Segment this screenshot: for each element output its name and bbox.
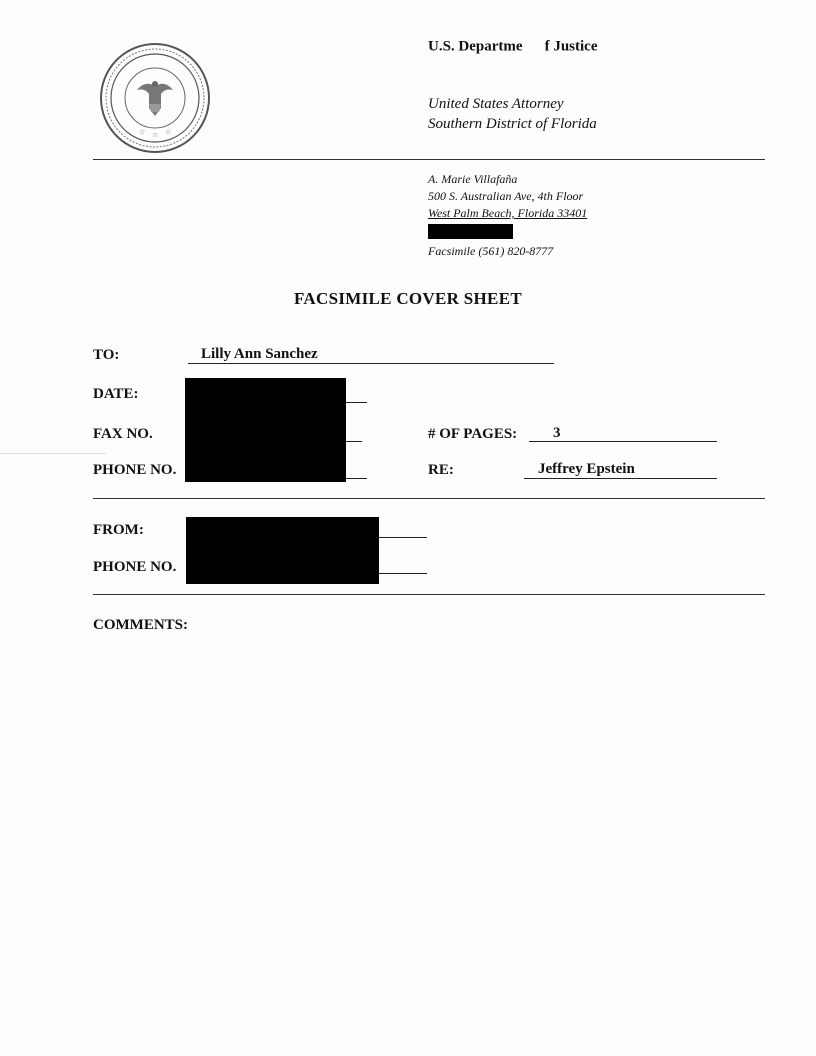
re-value: Jeffrey Epstein [538, 461, 635, 477]
svg-text:☆: ☆ [152, 131, 159, 139]
to-underline [188, 363, 554, 364]
from-phone-underline [379, 573, 427, 574]
office-line2: Southern District of Florida [428, 116, 597, 132]
svg-text:☆: ☆ [139, 128, 146, 136]
margin-mark [0, 453, 106, 454]
from-phone-label: PHONE NO. [93, 559, 177, 575]
recipient-divider [93, 498, 765, 499]
date-label: DATE: [93, 386, 139, 402]
comments-label: COMMENTS: [93, 617, 188, 633]
from-underline [379, 537, 427, 538]
sender-fax: Facsimile (561) 820-8777 [428, 244, 554, 258]
re-label: RE: [428, 462, 454, 478]
date-underline [346, 402, 367, 403]
agency-name [428, 38, 597, 56]
pages-underline [529, 441, 717, 442]
office-block [428, 94, 597, 134]
pages-label: # OF PAGES: [428, 426, 518, 442]
from-label: FROM: [93, 522, 144, 538]
to-value: Lilly Ann Sanchez [201, 346, 318, 362]
fax-label: FAX NO. [93, 426, 153, 442]
phone-label: PHONE NO. [93, 462, 177, 478]
sender-divider [93, 594, 765, 595]
agency-name-part2: f Justice [544, 38, 598, 55]
office-line1: United States Attorney [428, 96, 564, 112]
phone-underline [346, 478, 367, 479]
sender-address2: West Palm Beach, Florida 33401 [428, 206, 588, 220]
pages-value: 3 [553, 425, 561, 441]
svg-text:☆: ☆ [165, 128, 172, 136]
redaction-block [428, 224, 513, 239]
sender-name: A. Marie Villafaña [428, 172, 518, 186]
page-title: FACSIMILE COVER SHEET [294, 289, 522, 308]
sender-address1: 500 S. Australian Ave, 4th Floor [428, 189, 584, 203]
header-divider [93, 159, 765, 160]
redaction-block [185, 378, 346, 482]
doj-seal-icon [99, 42, 211, 154]
re-underline [524, 478, 717, 479]
sender-block [428, 171, 587, 260]
agency-name-part1: U.S. Departme [428, 38, 523, 55]
redaction-block [186, 517, 379, 584]
fax-underline [346, 441, 362, 442]
to-label: TO: [93, 347, 120, 363]
